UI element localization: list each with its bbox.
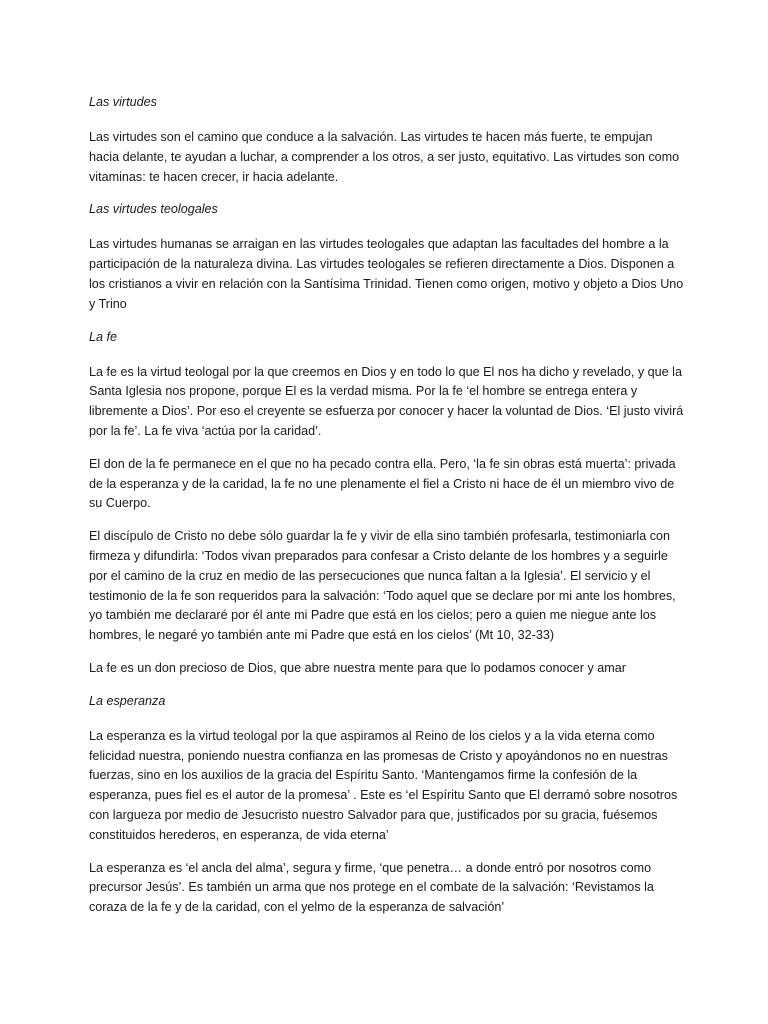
heading-virtudes-teologales: Las virtudes teologales <box>89 202 218 217</box>
paragraph-virtudes-intro: Las virtudes son el camino que conduce a la salvación. Las virtudes te hacen más fuerte, te empujan hacia delante, te ayudan a luchar, a comprender a los otros, a ser justo, equitativo. Las virtudes son como vitaminas: te hacen crecer, ir hacia adelante. <box>89 130 680 184</box>
paragraph-esperanza-2: La esperanza es ‘el ancla del alma’, segura y firme, ‘que penetra… a donde entró por nosotros como precursor Jesús’. Es también un arma que nos protege en el combate de la salvación: ‘Revistamos la coraza de la fe y de la caridad, con el yelmo de la esperanza de salvación’ <box>89 860 654 915</box>
paragraph-fe-2: El don de la fe permanece en el que no ha pecado contra ella. Pero, ‘la fe sin obras está muerta’: privada de la esperanza y de la caridad, la fe no une plenamente el fiel a Cristo ni hace de él un miembro vivo de su Cuerpo. <box>89 456 676 511</box>
paragraph-virtudes-teologales: Las virtudes humanas se arraigan en las virtudes teologales que adaptan las facultades del hombre a la participación de la naturaleza divina. Las virtudes teologales se refieren directamente a Dios. Disponen a los cristianos a vivir en relación con la Santísima Trinidad. Tienen como origen, motivo y objeto a Dios Uno y Trino <box>89 237 684 311</box>
heading-la-fe: La fe <box>89 329 118 344</box>
document-page <box>89 93 685 918</box>
paragraph-esperanza-1: La esperanza es la virtud teologal por la que aspiramos al Reino de los cielos y a la vida eterna como felicidad nuestra, poniendo nuestra confianza en las promesas de Cristo y apoyándonos no en nuestras fuerzas, sino en los auxilios de la gracia del Espíritu Santo. ‘Mantengamos firme la confesión de la esperanza, pues fiel es el autor de la promesa’ . Este es ‘el Espíritu Santo que El derramó sobre nosotros con largueza por medio de Jesucristo nuestro Salvador para que, justificados por su gracia, fuésemos constituidos herederos, en esperanza, de vida eterna’ <box>89 728 678 842</box>
heading-las-virtudes: Las virtudes <box>89 95 157 109</box>
heading-la-esperanza: La esperanza <box>89 693 166 708</box>
paragraph-fe-4: La fe es un don precioso de Dios, que abre nuestra mente para que lo podamos conocer y amar <box>89 660 626 675</box>
paragraph-fe-1: La fe es la virtud teologal por la que creemos en Dios y en todo lo que El nos ha dicho y revelado, y que la Santa Iglesia nos propone, porque El es la verdad misma. Por la fe ‘el hombre se entrega entera y libremente a Dios’. Por eso el creyente se esfuerza por conocer y hacer la voluntad de Dios. ‘El justo vivirá por la fe’. La fe viva ‘actúa por la caridad’. <box>89 364 684 438</box>
paragraph-fe-3: El discípulo de Cristo no debe sólo guardar la fe y vivir de ella sino también profesarla, testimoniarla con firmeza y difundirla: ‘Todos vivan preparados para confesar a Cristo delante de los hombres y a seguirle por el camino de la cruz en medio de las persecuciones que nunca faltan a la Iglesia’. El servicio y el testimonio de la fe son requeridos para la salvación: ‘Todo aquel que se declare por mi ante los hombres, yo también me declararé por él ante mi Padre que está en los cielos; pero a quien me niegue ante los hombres, le negaré yo también ante mi Padre que está en los cielos’ (Mt 10, 32-33) <box>89 529 676 643</box>
